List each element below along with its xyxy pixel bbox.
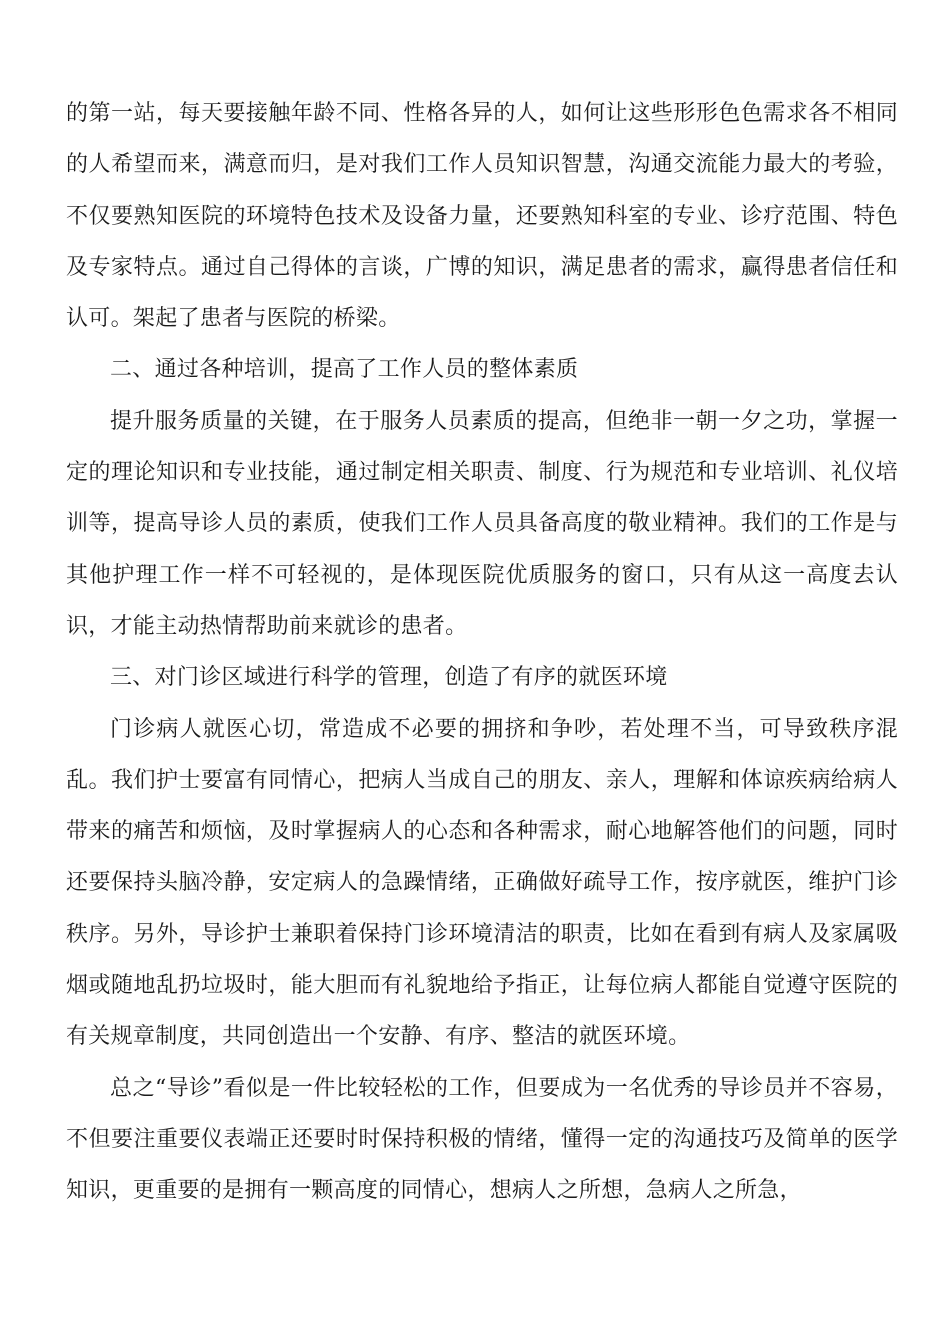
section-heading-training: 二、通过各种培训，提高了工作人员的整体素质 xyxy=(110,357,579,383)
body-paragraph: 的第一站，每天要接触年龄不同、性格各异的人，如何让这些形形色色需求各不相同的人希望而来，满意而归，是对我们工作人员知识智慧，沟通交流能力最大的考验，不仅要熟知医院的环境特色技术及设备力量，还要熟知科室的专业、诊疗范围、特色及专家特点。通过自己得体的言谈，广博的知识，满足患者的需求，赢得患者信任和认可。架起了患者与医院的桥梁。 xyxy=(66,101,898,332)
section-heading-management: 三、对门诊区域进行科学的管理，创造了有序的就医环境 xyxy=(110,665,668,691)
document-page xyxy=(66,88,898,1217)
body-paragraph: 提升服务质量的关键，在于服务人员素质的提高，但绝非一朝一夕之功，掌握一定的理论知识和专业技能，通过制定相关职责、制度、行为规范和专业培训、礼仪培训等，提高导诊人员的素质，使我们工作人员具备高度的敬业精神。我们的工作是与其他护理工作一样不可轻视的，是体现医院优质服务的窗口，只有从这一高度去认识，才能主动热情帮助前来就诊的患者。 xyxy=(66,408,898,639)
conclusion-paragraph: 总之“导诊”看似是一件比较轻松的工作，但要成为一名优秀的导诊员并不容易，不但要注重要仪表端正还要时时保持积极的情绪，懂得一定的沟通技巧及简单的医学知识，更重要的是拥有一颗高度的同情心，想病人之所想，急病人之所急， xyxy=(66,1075,898,1204)
body-paragraph: 门诊病人就医心切，常造成不必要的拥挤和争吵，若处理不当，可导致秩序混乱。我们护士要富有同情心，把病人当成自己的朋友、亲人，理解和体谅疾病给病人带来的痛苦和烦恼，及时掌握病人的心态和各种需求，耐心地解答他们的问题，同时还要保持头脑冷静，安定病人的急躁情绪，正确做好疏导工作，按序就医，维护门诊秩序。另外，导诊护士兼职着保持门诊环境清洁的职责，比如在看到有病人及家属吸烟或随地乱扔垃圾时，能大胆而有礼貌地给予指正，让每位病人都能自觉遵守医院的有关规章制度，共同创造出一个安静、有序、整洁的就医环境。 xyxy=(66,716,898,1050)
